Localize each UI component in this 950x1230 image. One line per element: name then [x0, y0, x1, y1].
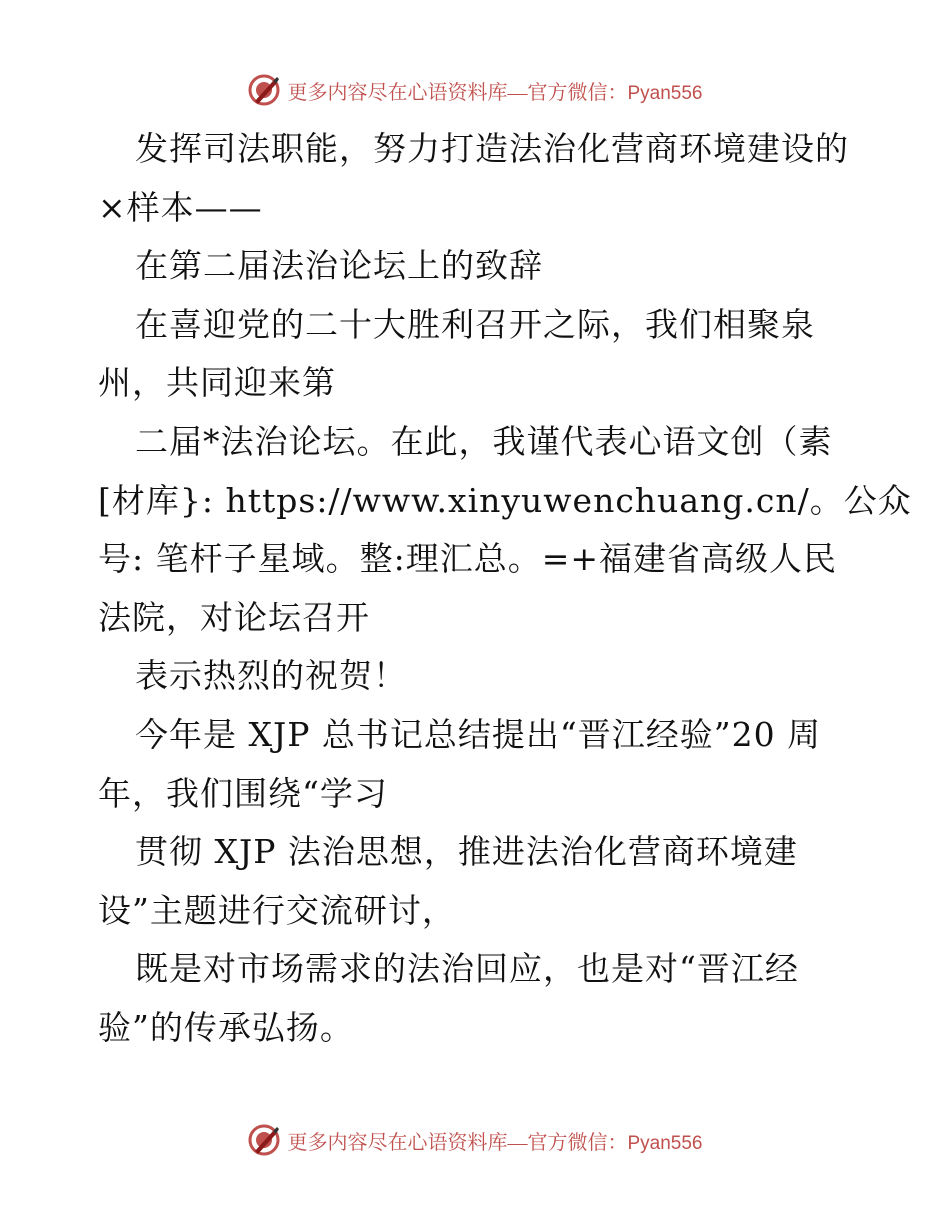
paragraph-line: 验”的传承弘扬。	[98, 1007, 354, 1047]
paragraph-line: 今年是 XJP 总书记总结提出“晋江经验”20 周	[135, 714, 822, 754]
paragraph-line: 法院，对论坛召开	[98, 597, 370, 637]
footer-banner-text: 更多内容尽在心语资料库—官方微信：Pyan556	[287, 1131, 703, 1154]
title-line-1: 发挥司法职能，努力打造法治化营商环境建设的	[135, 129, 849, 168]
header-banner	[0, 70, 950, 110]
header-banner-text: 更多内容尽在心语资料库—官方微信：Pyan556	[287, 81, 703, 104]
pen-logo-icon	[247, 1123, 281, 1157]
footer-banner	[0, 1120, 950, 1160]
paragraph-line: [材库}: https://www.xinyuwenchuang.cn/。公众	[98, 480, 912, 520]
paragraph-line: 表示热烈的祝贺！	[135, 656, 407, 696]
pen-logo-icon	[247, 73, 281, 107]
paragraph-line: 年，我们围绕“学习	[98, 773, 388, 813]
paragraph-line: 州，共同迎来第	[98, 363, 336, 403]
paragraph-line: 二届*法治论坛。在此，我谨代表心语文创（素	[135, 421, 833, 461]
paragraph-line: 在喜迎党的二十大胜利召开之际，我们相聚泉	[135, 304, 815, 344]
subtitle-line: 在第二届法治论坛上的致辞	[135, 246, 543, 286]
paragraph-line: 号: 笔杆子星域。整:理汇总。=+福建省高级人民	[98, 539, 838, 579]
paragraph-line: 设”主题进行交流研讨，	[98, 890, 456, 930]
paragraph-line: 贯彻 XJP 法治思想，推进法治化营商环境建	[135, 832, 798, 872]
paragraph-line: 既是对市场需求的法治回应，也是对“晋江经	[135, 949, 799, 989]
document-body	[98, 120, 912, 1058]
title-line-2: ×样本——	[98, 187, 263, 227]
